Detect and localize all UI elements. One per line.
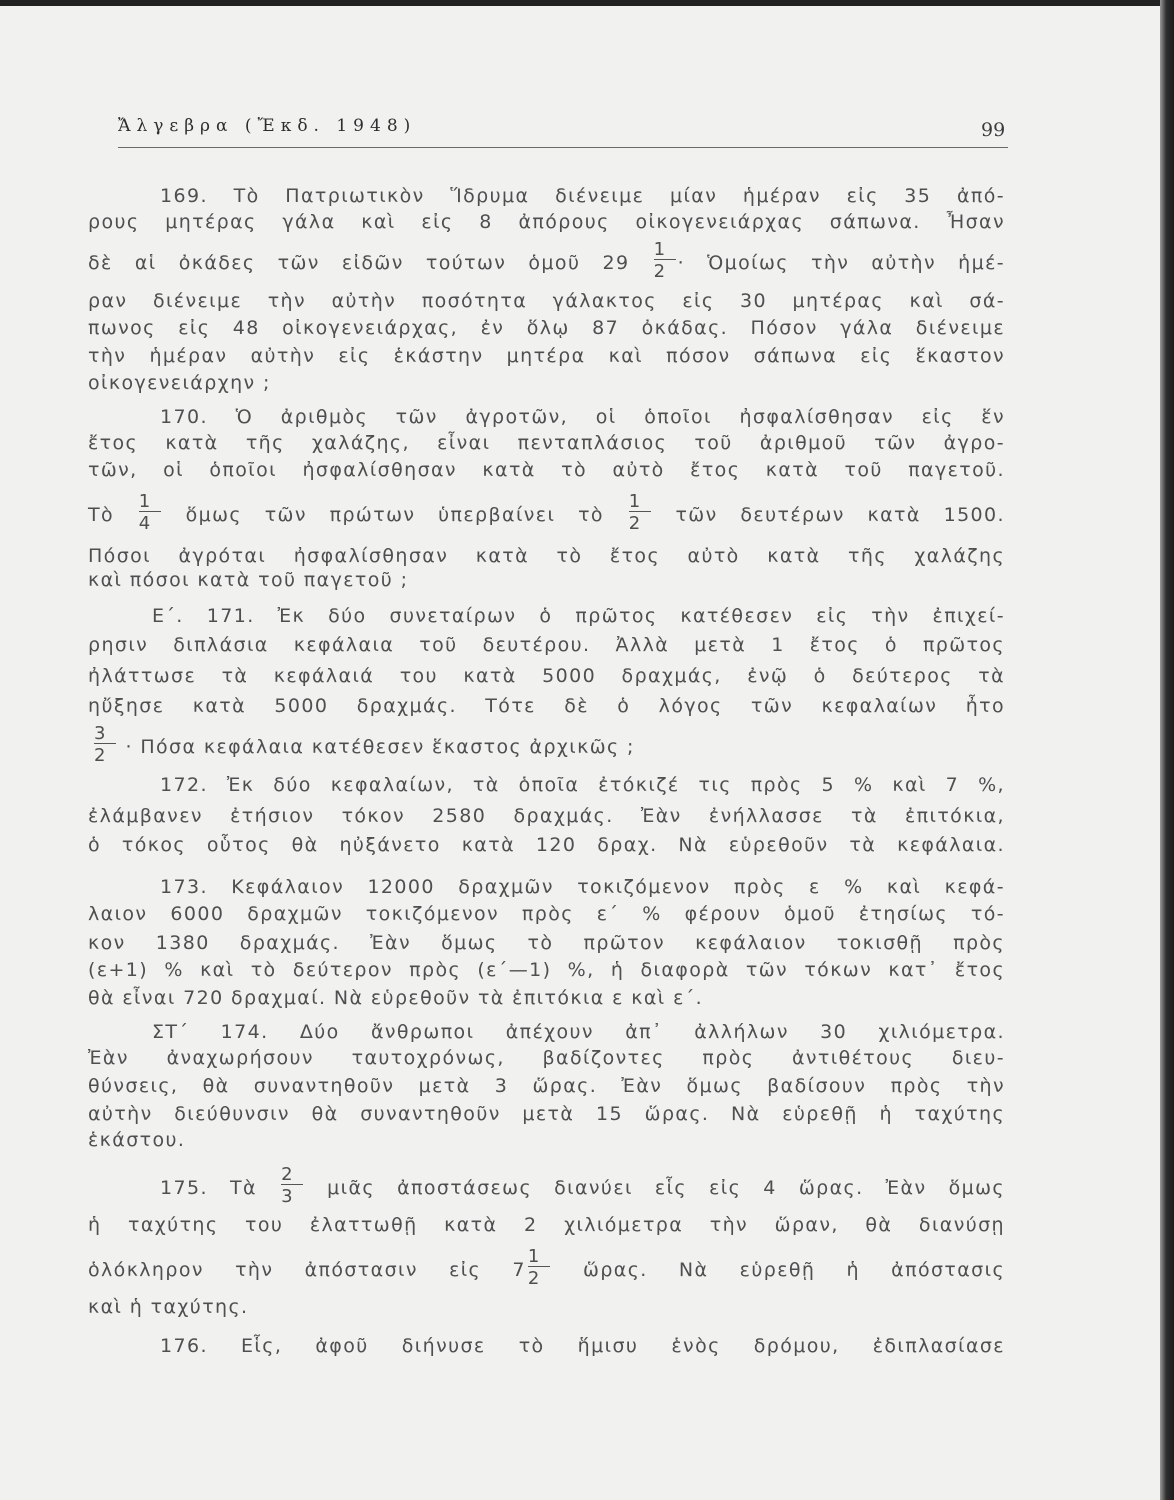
line-text: μιᾶς ἀποστάσεως διανύει εἷς εἰς 4 ὥρας. Ἐὰν ὅμως — [327, 1177, 1005, 1199]
text-line: ρησιν διπλάσια κεφάλαια τοῦ δευτέρου. Ἀλλὰ μετὰ 1 ἔτος ὁ πρῶτος — [88, 634, 1005, 656]
section-marker: ΣΤ΄ — [152, 1021, 190, 1043]
line-text: ὥρας. Νὰ εὑρεθῇ ἡ ἀπόστασις — [583, 1259, 1005, 1281]
text-line — [88, 770, 1005, 800]
fraction — [138, 491, 161, 534]
header-rule — [118, 147, 1008, 148]
text-line — [88, 723, 1005, 766]
fraction — [653, 239, 676, 282]
text-line — [88, 872, 1005, 902]
line-text: Ὁ ἀριθμὸς τῶν ἀγροτῶν, οἱ ὁποῖοι ἠσφαλίσθησαν εἰς ἕν — [235, 406, 1005, 428]
text-line: Πόσοι ἀγρόται ἠσφαλίσθησαν κατὰ τὸ ἔτος αὐτὸ κατὰ τῆς χαλάζης — [88, 545, 1005, 567]
fraction-numerator: 1 — [653, 239, 666, 260]
line-text: Τὰ — [230, 1177, 257, 1199]
scan-edge-right — [1160, 0, 1174, 1500]
text-line: καὶ πόσοι κατὰ τοῦ παγετοῦ ; — [88, 569, 409, 591]
text-line: καὶ ἡ ταχύτης. — [88, 1296, 249, 1318]
problem-number: 169. — [160, 185, 208, 207]
text-line — [88, 601, 1005, 631]
fraction — [281, 1164, 303, 1207]
fraction-denominator: 2 — [94, 745, 106, 766]
text-line: λαιον 6000 δραχμῶν τοκιζόμενον πρὸς ε΄ % φέρουν ὁμοῦ ἐτησίως τό- — [88, 903, 1005, 925]
problem-number: 176. — [160, 1335, 208, 1357]
line-text: Εἷς, ἀφοῦ διήνυσε τὸ ἥμισυ ἑνὸς δρόμου, ἐδιπλασίασε — [241, 1335, 1005, 1357]
text-line: ραν διένειμε τὴν αὐτὴν ποσότητα γάλακτος εἰς 30 μητέρας καὶ σά- — [88, 290, 1005, 312]
text-line — [88, 239, 1005, 282]
text-line: ὁ τόκος οὗτος θὰ ηὐξάνετο κατὰ 120 δραχ. Νὰ εὑρεθοῦν τὰ κεφάλαια. — [88, 834, 1005, 856]
fraction-numerator: 1 — [628, 491, 641, 512]
text-line: κον 1380 δραχμάς. Ἐὰν ὅμως τὸ πρῶτον κεφάλαιον τοκισθῇ πρὸς — [88, 932, 1005, 954]
fraction-numerator: 1 — [527, 1246, 540, 1267]
fraction-denominator: 2 — [527, 1268, 540, 1289]
page-number: 99 — [981, 119, 1006, 141]
line-text: Τὸ — [88, 504, 115, 526]
line-text: Τὸ Πατριωτικὸν Ἵδρυμα διένειμε μίαν ἡμέραν εἰς 35 ἀπό- — [233, 185, 1005, 207]
line-text: δὲ αἱ ὀκάδες τῶν εἰδῶν τούτων ὁμοῦ 29 — [88, 252, 630, 274]
text-line: Ἐὰν ἀναχωρήσουν ταυτοχρόνως, βαδίζοντες πρὸς ἀντιθέτους διευ- — [88, 1047, 1005, 1069]
section-marker: Ε΄. — [152, 605, 184, 627]
text-line: ρους μητέρας γάλα καὶ εἰς 8 ἀπόρους οἰκογενειάρχας σάπωνα. Ἦσαν — [88, 211, 1005, 233]
fraction-numerator: 2 — [281, 1164, 293, 1185]
fraction-numerator: 3 — [94, 723, 106, 744]
fraction — [94, 723, 116, 766]
line-text: Ἐκ δύο συνεταίρων ὁ πρῶτος κατέθεσεν εἰς τὴν ἐπιχεί- — [277, 605, 1005, 627]
problem-number: 172. — [160, 774, 208, 796]
line-text: τῶν δευτέρων κατὰ 1500. — [675, 504, 1005, 526]
text-line: ἠλάττωσε τὰ κεφάλαιά του κατὰ 5000 δραχμάς, ἐνῷ ὁ δεύτερος τὰ — [88, 665, 1005, 687]
text-line: ἐλάμβανεν ἐτήσιον τόκον 2580 δραχμάς. Ἐὰν ἐνήλλασσε τὰ ἐπιτόκια, — [88, 805, 1005, 827]
text-line: ἡ ταχύτης του ἐλαττωθῇ κατὰ 2 χιλιόμετρα τὴν ὥραν, θὰ διανύσῃ — [88, 1214, 1005, 1236]
line-text: ὅμως τῶν πρώτων ὑπερβαίνει τὸ — [185, 504, 604, 526]
text-line: οἰκογενειάρχην ; — [88, 372, 271, 394]
text-line — [88, 1331, 1005, 1361]
text-line: ηὔξησε κατὰ 5000 δραχμάς. Τότε δὲ ὁ λόγος τῶν κεφαλαίων ἦτο — [88, 695, 1005, 717]
fraction-numerator: 1 — [138, 491, 151, 512]
fraction-denominator: 3 — [281, 1186, 293, 1207]
text-line: θὰ εἶναι 720 δραχμαί. Νὰ εὑρεθοῦν τὰ ἐπιτόκια ε καὶ ε΄. — [88, 987, 704, 1009]
line-text: Κεφάλαιον 12000 δραχμῶν τοκιζόμενον πρὸς ε % καὶ κεφά- — [231, 876, 1005, 898]
problem-number: 170. — [160, 406, 208, 428]
text-line: (ε+1) % καὶ τὸ δεύτερον πρὸς (ε΄—1) %, ἡ διαφορὰ τῶν τόκων κατ᾽ ἔτος — [88, 959, 1005, 981]
text-line: αὐτὴν διεύθυνσιν θὰ συναντηθοῦν μετὰ 15 ὥρας. Νὰ εὑρεθῇ ἡ ταχύτης — [88, 1103, 1005, 1125]
text-line: πωνος εἰς 48 οἰκογενειάρχας, ἐν ὅλῳ 87 ὀκάδας. Πόσον γάλα διένειμε — [88, 317, 1005, 339]
text-line: τῶν, οἱ ὁποῖοι ἠσφαλίσθησαν κατὰ τὸ αὐτὸ ἔτος κατὰ τοῦ παγετοῦ. — [88, 459, 1005, 481]
text-line: ἔτος κατὰ τῆς χαλάζης, εἶναι πενταπλάσιος τοῦ ἀριθμοῦ τῶν ἀγρο- — [88, 432, 1005, 454]
text-line — [88, 1164, 1005, 1207]
fraction-denominator: 4 — [138, 513, 151, 534]
text-line: τὴν ἡμέραν αὐτὴν εἰς ἑκάστην μητέρα καὶ πόσον σάπωνα εἰς ἕκαστον — [88, 345, 1005, 367]
text-line: ἑκάστου. — [88, 1129, 186, 1151]
text-line — [88, 1246, 1005, 1289]
running-header-title: Ἄλγεβρα (Ἔκδ. 1948) — [118, 116, 417, 136]
text-line — [88, 491, 1005, 534]
problem-number: 174. — [220, 1021, 269, 1043]
problem-number: 171. — [206, 605, 255, 627]
fraction-denominator: 2 — [628, 513, 641, 534]
fraction — [628, 491, 651, 534]
line-text: Ἐκ δύο κεφαλαίων, τὰ ὁποῖα ἐτόκιζέ τις πρὸς 5 % καὶ 7 %, — [226, 774, 1005, 796]
fraction-denominator: 2 — [653, 261, 666, 282]
text-line: θύνσεις, θὰ συναντηθοῦν μετὰ 3 ὥρας. Ἐὰν ὅμως βαδίσουν πρὸς τὴν — [88, 1075, 1005, 1097]
fraction — [527, 1246, 550, 1289]
line-text: · Ὁμοίως τὴν αὐτὴν ἡμέ- — [677, 252, 1005, 274]
problem-number: 175. — [160, 1177, 208, 1199]
line-text: · Πόσα κεφάλαια κατέθεσεν ἕκαστος ἀρχικῶς ; — [125, 736, 635, 758]
problem-number: 173. — [160, 876, 208, 898]
line-text: Δύο ἄνθρωποι ἀπέχουν ἀπ᾽ ἀλλήλων 30 χιλιόμετρα. — [299, 1021, 1005, 1043]
scan-edge-top — [0, 0, 1174, 6]
line-text: ὁλόκληρον τὴν ἀπόστασιν εἰς 7 — [88, 1259, 526, 1281]
